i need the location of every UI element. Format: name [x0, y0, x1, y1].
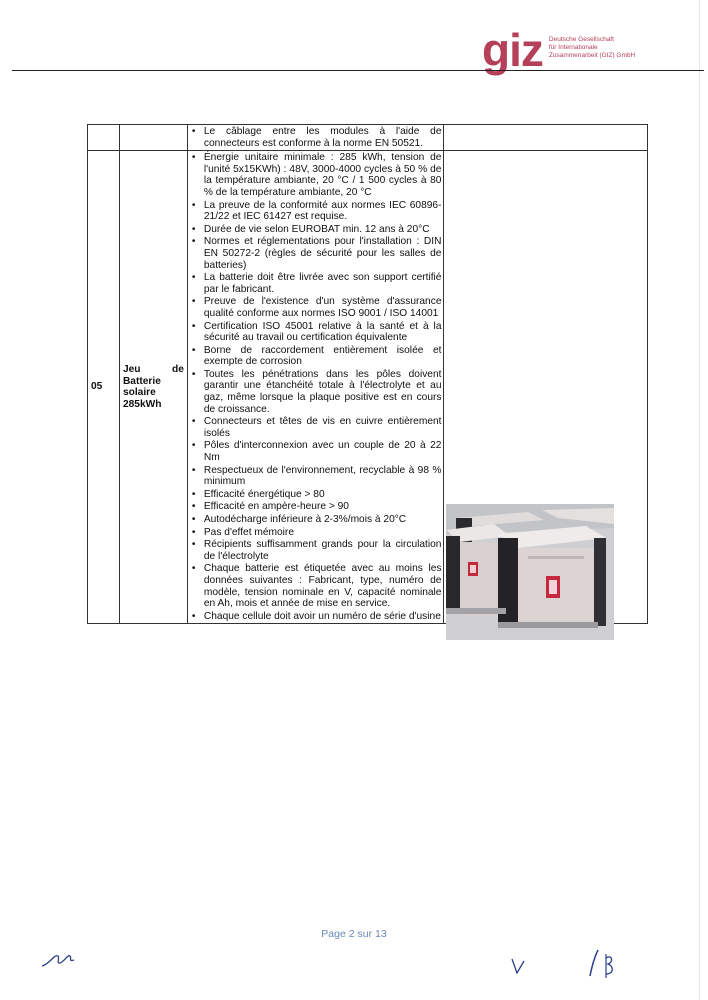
signature-initials [584, 948, 620, 980]
spec-list [188, 152, 444, 622]
image-cell [444, 151, 648, 624]
header-rule [12, 70, 704, 71]
spec-list [188, 126, 444, 149]
list-item: • La preuve de la conformité aux normes IEC 60896-21/22 et IEC 61427 est requise. [204, 200, 442, 223]
list-item: • Chaque batterie est étiquetée avec au moins les données suivantes : Fabricant, type, numéro de modèle, tension nominale en V, capacité nominale en Ah, mois et année de mise en service. [204, 563, 442, 609]
list-item: • Toutes les pénétrations dans les pôles doivent garantir une étanchéité totale à l'électrolyte et au gaz, même lorsque la plaque positive est en cours de croissance. [204, 369, 442, 415]
table-row [88, 125, 648, 151]
item-name [119, 151, 187, 624]
item-name-line: solaire [122, 387, 156, 399]
list-item: • Certification ISO 45001 relative à la santé et à la sécurité au travail ou certification équivalente [204, 321, 442, 344]
list-item: • Preuve de l'existence d'un système d'assurance qualité conforme aux normes ISO 9001 / ISO 14001 [204, 296, 442, 319]
item-name-line: 285kWh [122, 398, 162, 410]
page-number: Page 2 sur 13 [321, 928, 387, 940]
list-item: • Durée de vie selon EUROBAT min. 12 ans à 20°C [204, 224, 442, 236]
list-item: • Énergie unitaire minimale : 285 kWh, tension de l'unité 5x15KWh) : 48V, 3000-4000 cycles à 50 % de la température ambiante, 20 °C / 1 500 cycles à 80 % de la température ambiante, 20 °C [204, 152, 442, 198]
row-number [88, 125, 120, 151]
list-item: • La batterie doit être livrée avec son support certifié par le fabricant. [204, 272, 442, 295]
signature-initials [40, 948, 80, 972]
list-item: • Autodécharge inférieure à 2-3%/mois à 20°C [204, 514, 442, 526]
spec-table [87, 124, 648, 624]
giz-logo [482, 24, 636, 76]
item-name-line: Batterie [122, 375, 161, 387]
page-edge [699, 0, 700, 1000]
spec-cell [187, 151, 444, 624]
table-row [88, 151, 648, 624]
item-name-word: Jeu [122, 364, 141, 376]
list-item: • Connecteurs et têtes de vis en cuivre entièrement isolés [204, 416, 442, 439]
logo-text [549, 36, 635, 59]
list-item: • Le câblage entre les modules à l'aide de connecteurs est conforme à la norme EN 50521. [204, 126, 442, 149]
list-item: • Efficacité énergétique > 80 [204, 489, 442, 501]
list-item: • Respectueux de l'environnement, recyclable à 98 % minimum [204, 465, 442, 488]
logo-line: Zusammenarbeit (GIZ) GmbH [548, 51, 636, 59]
list-item: • Chaque cellule doit avoir un numéro de série d'usine [204, 611, 442, 623]
spec-cell [187, 125, 444, 151]
signature-initials [508, 955, 528, 979]
list-item: • Normes et réglementations pour l'installation : DIN EN 50272-2 (règles de sécurité pour les salles de batteries) [204, 236, 442, 271]
list-item: • Pôles d'interconnexion avec un couple de 20 à 22 Nm [204, 440, 442, 463]
logo-line: Deutsche Gesellschaft [548, 36, 614, 43]
list-item: • Efficacité en ampère-heure > 90 [204, 501, 442, 513]
battery-cabinet-photo [446, 504, 614, 640]
item-name-word: de [172, 364, 184, 376]
image-cell [444, 125, 648, 151]
list-item: • Borne de raccordement entièrement isolée et exempte de corrosion [204, 345, 442, 368]
row-number: 05 [88, 151, 120, 624]
item-name [119, 125, 187, 151]
logo-line: für Internationale [548, 43, 598, 51]
logo-mark: giz [482, 24, 543, 76]
list-item: • Pas d'effet mémoire [204, 527, 442, 539]
list-item: • Récipients suffisamment grands pour la circulation de l'électrolyte [204, 539, 442, 562]
